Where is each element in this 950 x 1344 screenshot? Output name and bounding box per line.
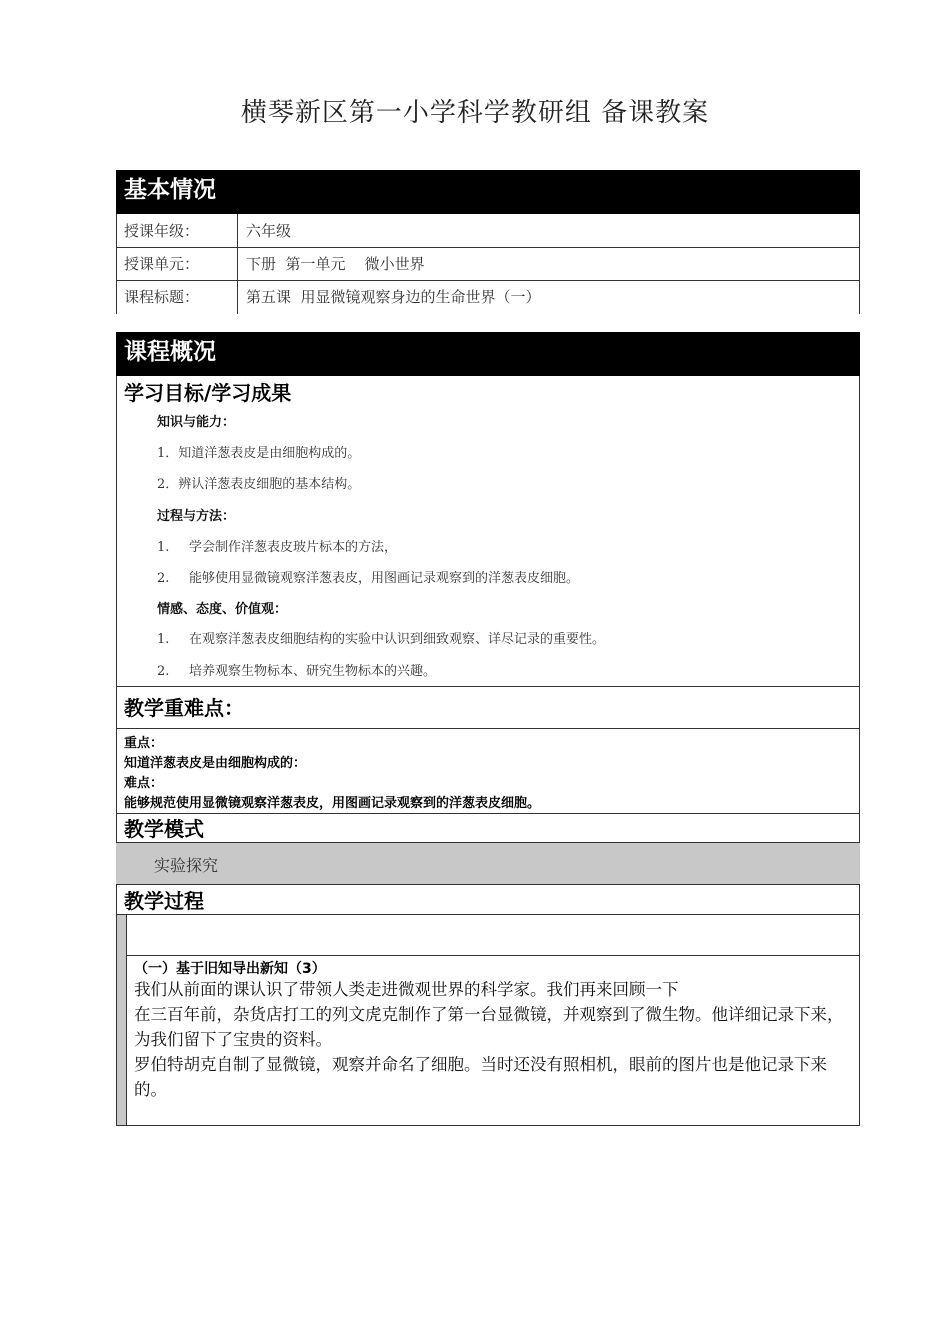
item-number: 1. (157, 540, 170, 555)
item-number: 1. (157, 632, 170, 647)
emotion-item (157, 628, 605, 647)
item-text: 培养观察生物标本、研究生物标本的兴趣。 (189, 664, 437, 679)
item-text: 在观察洋葱表皮细胞结构的实验中认识到细致观察、详尽记录的重要性。 (189, 632, 606, 647)
paragraph-line: 罗伯特胡克自制了显微镜，观察并命名了细胞。当时还没有照相机，眼前的图片也是他记录下来的。 (134, 1055, 827, 1099)
step-title: （一）基于旧知导出新知（3） (134, 961, 326, 977)
unit-value: 下册 第一单元 微小世界 (246, 255, 425, 273)
left-shade-bar (117, 915, 126, 1125)
knowledge-item: 1．知道洋葱表皮是由细胞构成的。 (157, 446, 361, 461)
item-text: 学会制作洋葱表皮玻片标本的方法， (189, 540, 398, 555)
item-number: 2. (157, 571, 170, 586)
table-divider (237, 214, 238, 314)
key-label: 重点： (124, 736, 164, 751)
section-divider (116, 686, 860, 687)
paragraph-line: 我们从前面的课认识了带领人类走进微观世界的科学家。我们再来回顾一下 (134, 980, 679, 999)
item-number: 2. (157, 664, 170, 679)
emotion-item (157, 660, 436, 679)
table-border (859, 214, 860, 314)
table-border (859, 376, 860, 1126)
grade-value: 六年级 (246, 222, 292, 240)
lesson-title-label: 课程标题： (124, 288, 200, 306)
table-border (116, 1125, 860, 1126)
section-divider (116, 914, 860, 915)
grade-label: 授课年级： (124, 222, 200, 240)
process-item (157, 567, 579, 586)
table-divider (126, 914, 127, 1125)
process-title: 教学过程 (124, 889, 204, 913)
item-text: 能够使用显微镜观察洋葱表皮，用图画记录观察到的洋葱表皮细胞。 (189, 571, 580, 586)
table-border (116, 214, 117, 314)
key-points-title: 教学重难点： (124, 696, 244, 720)
knowledge-item: 2．辨认洋葱表皮细胞的基本结构。 (157, 477, 361, 492)
table-divider (116, 247, 860, 248)
process-label: 过程与方法： (157, 509, 236, 524)
process-item (157, 536, 397, 555)
mode-title: 教学模式 (124, 817, 204, 841)
unit-label: 授课单元： (124, 255, 200, 273)
lesson-title-value: 第五课 用显微镜观察身边的生命世界（一） (246, 288, 541, 306)
mode-value: 实验探究 (154, 856, 219, 875)
section-divider (116, 813, 860, 814)
emotion-label: 情感、态度、价值观： (157, 602, 288, 617)
knowledge-label: 知识与能力： (157, 415, 236, 430)
section-divider (126, 955, 860, 956)
difficulty-text: 能够规范使用显微镜观察洋葱表皮，用图画记录观察到的洋葱表皮细胞。 (124, 796, 541, 811)
paragraph-line: 在三百年前，杂货店打工的列文虎克制作了第一台显微镜，并观察到了微生物。他详细记录下来，为我们留下了宝贵的资料。 (134, 1005, 844, 1049)
overview-header: 课程概况 (116, 332, 860, 376)
content-paragraph (134, 977, 854, 1102)
key-text: 知道洋葱表皮是由细胞构成的： (124, 756, 307, 771)
difficulty-label: 难点： (124, 776, 164, 791)
page-title: 横琴新区第一小学科学教研组 备课教案 (240, 98, 710, 128)
mode-value-box (116, 842, 860, 885)
objectives-title: 学习目标/学习成果 (124, 381, 292, 405)
section-divider (116, 728, 860, 729)
basic-info-header: 基本情况 (116, 170, 860, 214)
